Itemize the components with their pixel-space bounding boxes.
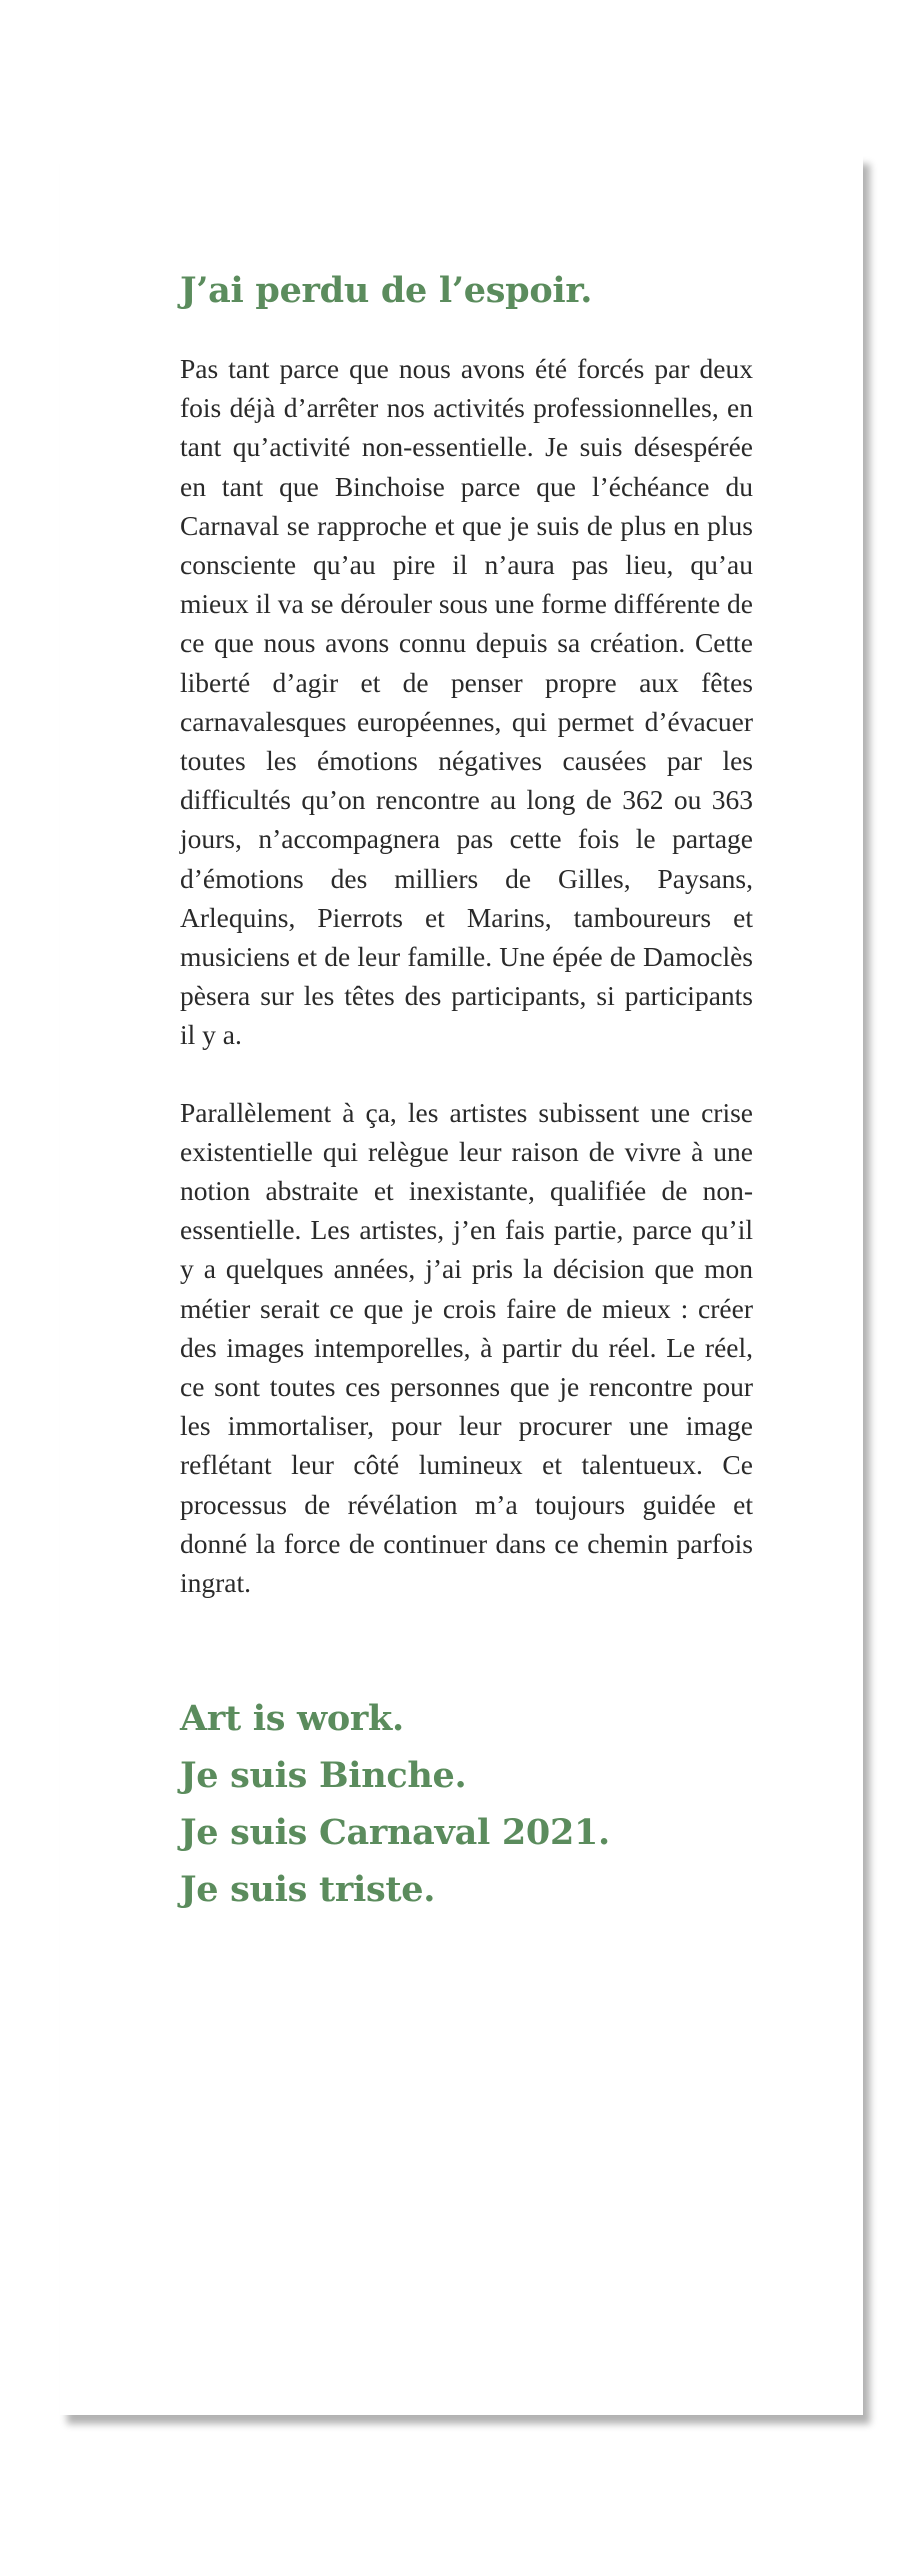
closing-statements — [180, 1690, 753, 1918]
closing-line-2: Je suis Binche. — [180, 1755, 467, 1797]
closing-line-4: Je suis triste. — [180, 1869, 436, 1911]
page-heading: J’ai perdu de l’espoir. — [180, 270, 593, 311]
document-page — [60, 155, 863, 2415]
body-paragraph-1: Pas tant parce que nous avons été forcés par deux fois déjà d’arrêter nos activités professionnelles, en tant qu’activité non-essentielle. Je suis désespérée en tant que Binchoise parce que l’échéance du Carnaval se rapproche et que je suis de plus en plus consciente qu’au pire il n’aura pas lieu, qu’au mieux il va se dérouler sous une forme différente de ce que nous avons connu depuis sa création. Cette liberté d’agir et de penser propre aux fêtes carnavalesques européennes, qui permet d’évacuer toutes les émotions négatives causées par les difficultés qu’on rencontre au long de 362 ou 363 jours, n’accompagnera pas cette fois le partage d’émotions des milliers de Gilles, Paysans, Arlequins, Pierrots et Marins, tamboureurs et musiciens et de leur famille. Une épée de Damoclès pèsera sur les têtes des participants, si participants il y a. — [180, 353, 753, 1051]
body-paragraph-2: Parallèlement à ça, les artistes subissent une crise existentielle qui relègue leur raison de vivre à une notion abstraite et inexistante, qualifiée de non-essentielle. Les artistes, j’en fais partie, parce qu’il y a quelques années, j’ai pris la décision que mon métier serait ce que je crois faire de mieux : créer des images intemporelles, à partir du réel. Le réel, ce sont toutes ces personnes que je rencontre pour les immortaliser, pour leur procurer une image reflétant leur côté lumineux et talentueux. Ce processus de révélation m’a toujours guidée et donné la force de continuer dans ce chemin parfois ingrat. — [180, 1096, 753, 1599]
closing-line-3: Je suis Carnaval 2021. — [180, 1812, 610, 1854]
closing-line-1: Art is work. — [180, 1698, 404, 1740]
